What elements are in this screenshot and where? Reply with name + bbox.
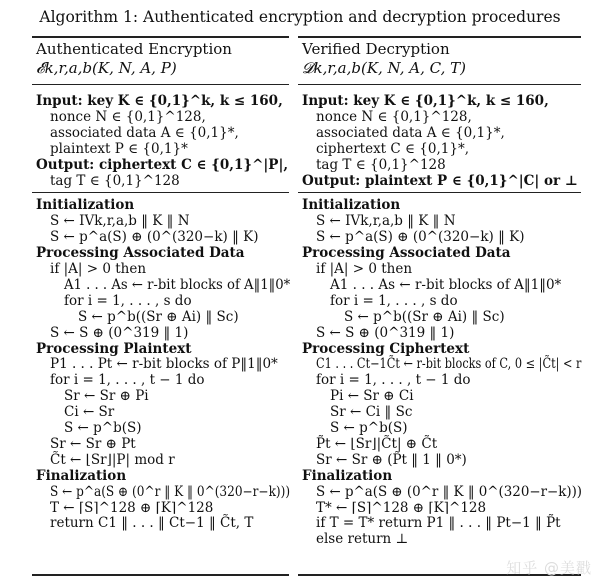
algorithm-line: S ← p^a(S) ⊕ (0^(320−k) ‖ K): [50, 229, 259, 246]
algorithm-line: S ← p^a(S ⊕ (0^r ‖ K ‖ 0^(320−r−k))): [50, 483, 291, 500]
algorithm-line: ciphertext C ∈ {0,1}*,: [316, 140, 469, 157]
algorithm-line: tag T ∈ {0,1}^128: [50, 172, 180, 189]
algorithm-line: for i = 1, . . . , s do: [330, 292, 458, 309]
algorithm-line: associated data A ∈ {0,1}*,: [316, 124, 505, 141]
algorithm-line: else return ⊥: [316, 531, 409, 548]
algorithm-line: P1 . . . Pt ← r-bit blocks of P‖1‖0*: [50, 356, 278, 373]
watermark: 知乎 @美戳: [506, 559, 592, 577]
algorithm-line: C1 . . . Ct−1C̃t ← r-bit blocks of C, 0 ≤ |C̃t| < r: [316, 356, 582, 373]
algorithm-line: Sr ← Ci ‖ Sc: [330, 404, 413, 421]
algorithm-line: C̃t ← ⌊Sr⌋|P| mod r: [50, 451, 175, 468]
decryption-column: [302, 40, 582, 580]
algorithm-line: Ci ← Sr: [64, 404, 115, 421]
algorithm-line: Processing Associated Data: [36, 245, 245, 262]
algorithm-line: Processing Associated Data: [302, 245, 511, 262]
decryption-heading: Verified Decryption: [302, 40, 450, 58]
algorithm-line: Initialization: [302, 197, 401, 214]
algorithm-line: Output: ciphertext C ∈ {0,1}^|P|,: [36, 156, 289, 173]
decryption-signature: 𝓓k,r,a,b(K, N, A, C, T): [302, 59, 466, 77]
algorithm-line: if |A| > 0 then: [316, 261, 413, 277]
algorithm-line: Output: plaintext P ∈ {0,1}^|C| or ⊥: [302, 172, 578, 189]
algorithm-line: S ← S ⊕ (0^319 ‖ 1): [316, 324, 455, 341]
algorithm-line: nonce N ∈ {0,1}^128,: [316, 108, 472, 125]
algorithm-line: Initialization: [36, 197, 135, 214]
algorithm-line: Processing Plaintext: [36, 340, 192, 357]
algorithm-line: Processing Ciphertext: [302, 340, 470, 357]
algorithm-line: P̃t ← ⌊Sr⌋|C̃t| ⊕ C̃t: [316, 435, 438, 452]
algorithm-line: T ← ⌈S⌉^128 ⊕ ⌈K⌉^128: [50, 499, 214, 516]
algorithm-line: return C1 ‖ . . . ‖ Ct−1 ‖ C̃t, T: [50, 515, 254, 532]
algorithm-line: S ← S ⊕ (0^319 ‖ 1): [50, 324, 189, 341]
algorithm-line: Finalization: [302, 467, 393, 484]
algorithm-line: Sr ← Sr ⊕ (P̃t ‖ 1 ‖ 0*): [316, 451, 467, 468]
algorithm-line: for i = 1, . . . , t − 1 do: [50, 372, 205, 389]
algorithm-line: for i = 1, . . . , s do: [64, 292, 192, 309]
algorithm-line: if |A| > 0 then: [50, 261, 147, 277]
algorithm-line: if T = T* return P1 ‖ . . . ‖ Pt−1 ‖ P̃t: [316, 515, 561, 532]
algorithm-line: T* ← ⌈S⌉^128 ⊕ ⌈K⌉^128: [316, 499, 487, 516]
algorithm-line: for i = 1, . . . , t − 1 do: [316, 372, 471, 389]
algorithm-line: Finalization: [36, 467, 127, 484]
algorithm-line: associated data A ∈ {0,1}*,: [50, 124, 239, 141]
algorithm-line: S ← p^a(S ⊕ (0^r ‖ K ‖ 0^(320−r−k))): [316, 483, 583, 500]
algorithm-line: S ← IVk,r,a,b ‖ K ‖ N: [50, 213, 190, 230]
algorithm-line: S ← IVk,r,a,b ‖ K ‖ N: [316, 213, 456, 230]
top-rule-right: [298, 36, 581, 38]
algorithm-line: nonce N ∈ {0,1}^128,: [50, 108, 206, 125]
algorithm-line: A1 . . . As ← r-bit blocks of A‖1‖0*: [330, 276, 562, 293]
algorithm-title: Algorithm 1: Authenticated encryption and decryption procedures: [39, 8, 561, 26]
algorithm-line: A1 . . . As ← r-bit blocks of A‖1‖0*: [64, 276, 291, 293]
algorithm-line: S ← p^b(S): [330, 420, 408, 436]
algorithm-line: Pi ← Sr ⊕ Ci: [330, 388, 414, 405]
algorithm-line: S ← p^b((Sr ⊕ Ai) ‖ Sc): [78, 308, 239, 325]
algorithm-line: Input: key K ∈ {0,1}^k, k ≤ 160,: [302, 93, 549, 109]
encryption-heading: Authenticated Encryption: [36, 40, 232, 58]
algorithm-line: Input: key K ∈ {0,1}^k, k ≤ 160,: [36, 93, 283, 109]
algorithm-line: Sr ← Sr ⊕ Pt: [50, 435, 136, 452]
algorithm-line: plaintext P ∈ {0,1}*: [50, 140, 188, 157]
top-rule-left: [32, 36, 289, 38]
algorithm-line: S ← p^a(S) ⊕ (0^(320−k) ‖ K): [316, 229, 525, 246]
algorithm-line: tag T ∈ {0,1}^128: [316, 156, 446, 173]
algorithm-line: Sr ← Sr ⊕ Pi: [64, 388, 149, 405]
encryption-column: [36, 40, 290, 580]
algorithm-line: S ← p^b(S): [64, 420, 142, 436]
algorithm-line: S ← p^b((Sr ⊕ Ai) ‖ Sc): [344, 308, 505, 325]
encryption-signature: 𝓔k,r,a,b(K, N, A, P): [36, 59, 177, 77]
